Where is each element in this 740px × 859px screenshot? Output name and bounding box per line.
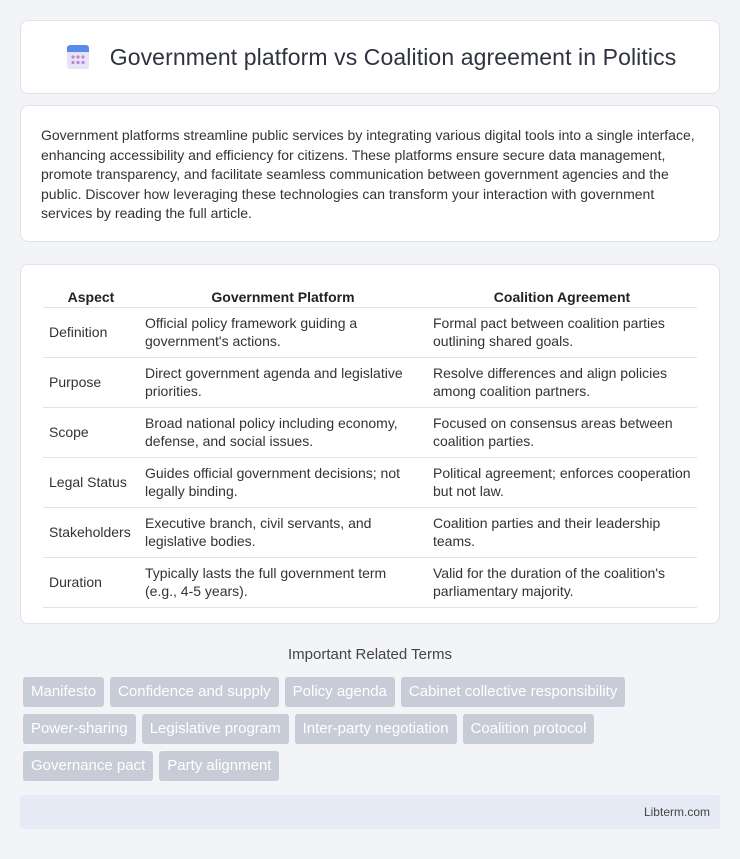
comparison-table (43, 285, 697, 608)
table-row (43, 358, 697, 408)
cell-coalition-agreement: Focused on consensus areas between coalition parties. (427, 408, 697, 458)
cell-coalition-agreement: Political agreement; enforces cooperation but not law. (427, 458, 697, 508)
related-terms-list (23, 677, 723, 781)
intro-card (20, 105, 720, 242)
table-row (43, 508, 697, 558)
cell-government-platform: Direct government agenda and legislative priorities. (139, 358, 427, 408)
cell-coalition-agreement: Formal pact between coalition parties outlining shared goals. (427, 308, 697, 358)
table-header-row (43, 285, 697, 308)
cell-aspect: Legal Status (43, 458, 139, 508)
term-tag-confidence-and-supply[interactable]: Confidence and supply (110, 677, 279, 707)
header-card (20, 20, 720, 94)
column-header-government-platform: Government Platform (139, 285, 427, 308)
cell-aspect: Stakeholders (43, 508, 139, 558)
intro-text: Government platforms streamline public services by integrating various digital tools into a single interface, enhancing accessibility and efficiency for citizens. These platforms ensure secure data management, promote transparency, and facilitate seamless communication between government agencies and the public. Discover how leveraging these technologies can transform your interaction with government services by reading the full article. (41, 127, 695, 222)
cell-government-platform: Typically lasts the full government term (e.g., 4-5 years). (139, 558, 427, 608)
table-row (43, 458, 697, 508)
term-tag-inter-party-negotiation[interactable]: Inter-party negotiation (295, 714, 457, 744)
comparison-table-card (20, 264, 720, 624)
term-tag-cabinet-collective-responsibility[interactable]: Cabinet collective responsibility (401, 677, 625, 707)
page-title: Government platform vs Coalition agreement in Politics (109, 43, 677, 70)
term-tag-power-sharing[interactable]: Power-sharing (23, 714, 136, 744)
column-header-aspect: Aspect (43, 285, 139, 308)
cell-aspect: Purpose (43, 358, 139, 408)
term-tag-coalition-protocol[interactable]: Coalition protocol (463, 714, 595, 744)
footer (20, 795, 720, 829)
table-row (43, 408, 697, 458)
term-tag-party-alignment[interactable]: Party alignment (159, 751, 279, 781)
cell-government-platform: Broad national policy including economy, defense, and social issues. (139, 408, 427, 458)
document-icon (64, 43, 92, 71)
header-inner (64, 43, 677, 71)
cell-government-platform: Executive branch, civil servants, and legislative bodies. (139, 508, 427, 558)
cell-coalition-agreement: Coalition parties and their leadership teams. (427, 508, 697, 558)
cell-aspect: Definition (43, 308, 139, 358)
cell-coalition-agreement: Valid for the duration of the coalition's parliamentary majority. (427, 558, 697, 608)
term-tag-policy-agenda[interactable]: Policy agenda (285, 677, 395, 707)
term-tag-manifesto[interactable]: Manifesto (23, 677, 104, 707)
cell-aspect: Scope (43, 408, 139, 458)
cell-aspect: Duration (43, 558, 139, 608)
term-tag-governance-pact[interactable]: Governance pact (23, 751, 153, 781)
footer-site-link[interactable]: Libterm.com (643, 805, 710, 819)
column-header-coalition-agreement: Coalition Agreement (427, 285, 697, 308)
cell-coalition-agreement: Resolve differences and align policies among coalition partners. (427, 358, 697, 408)
table-row (43, 308, 697, 358)
cell-government-platform: Guides official government decisions; not legally binding. (139, 458, 427, 508)
cell-government-platform: Official policy framework guiding a government's actions. (139, 308, 427, 358)
related-terms-title: Important Related Terms (288, 646, 452, 663)
table-row (43, 558, 697, 608)
term-tag-legislative-program[interactable]: Legislative program (142, 714, 289, 744)
